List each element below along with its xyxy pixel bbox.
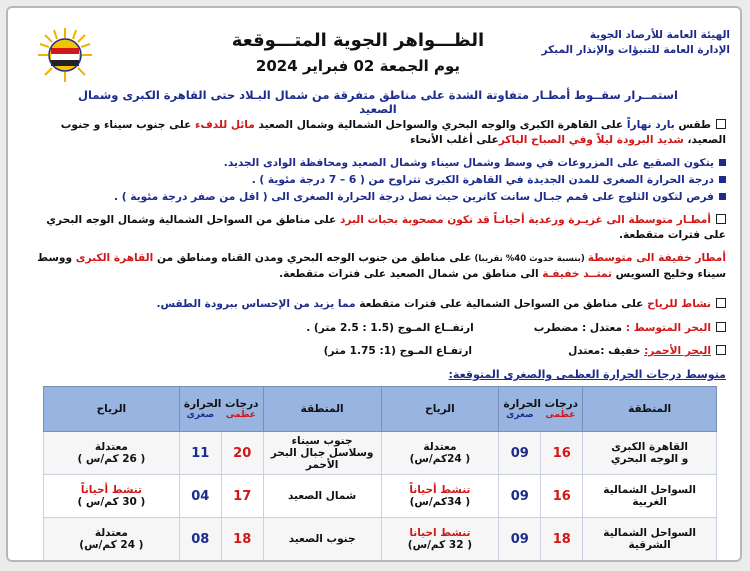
max-temp-cell: 16 bbox=[541, 432, 583, 475]
temperature-table bbox=[43, 386, 717, 561]
wind-cell bbox=[44, 475, 180, 518]
wind-areas: على مناطق من السواحل الشمالية على فترات متقطعة bbox=[355, 298, 648, 310]
light-rain-extends: تمتــد خفيفـة bbox=[542, 268, 612, 280]
wind-state: تنشط أحياناً bbox=[80, 484, 142, 496]
headline: استمــرار سقــوط أمطـار متفاوتة الشدة على مناطق متفرقة من شمال البـلاد حتى القاهرة الكبرى وشمال الصعيد bbox=[77, 88, 679, 116]
weather-text-c: على القاهرة الكبرى والوجه البحري والسواحل الشمالية وشمال الصعيد bbox=[254, 119, 627, 131]
frost-item bbox=[26, 156, 726, 171]
max-temp-cell: 18 bbox=[221, 518, 263, 561]
weather-text-g: على أغلب الأنحاء bbox=[410, 134, 499, 146]
header-wind: الرياح bbox=[381, 387, 499, 432]
header-max-2: عظمى bbox=[225, 410, 256, 420]
bullet-icon bbox=[719, 176, 726, 183]
light-rain-text: أمطار خفيفة الى متوسطة bbox=[587, 252, 726, 264]
org-name: الهيئة العامة للأرصاد الجوية bbox=[589, 29, 730, 41]
header-min: صغرى bbox=[506, 410, 534, 420]
bulletin-frame bbox=[6, 6, 742, 562]
header-min-2: صغرى bbox=[186, 410, 215, 420]
heavy-rain-text: أمطـار متوسطة الى غزيـرة ورعدية أحيانـاً قد تكون مصحوبة بحبات البرد bbox=[339, 214, 711, 226]
wind-cell bbox=[44, 432, 180, 475]
min-temp-cell: 09 bbox=[499, 518, 541, 561]
wind-speed: ( 24كم/س) bbox=[409, 453, 471, 465]
region-cell: القاهرة الكبرى و الوجه البحري bbox=[583, 432, 717, 475]
wind-cell bbox=[381, 432, 499, 475]
wind-cell bbox=[381, 475, 499, 518]
light-rain-cairo: القاهرة الكبرى bbox=[75, 252, 154, 264]
header-temperatures-2 bbox=[179, 387, 263, 432]
mediterranean-waves: ارتفــاع المـوج (1.5 : 2.5 متر) . bbox=[306, 322, 474, 334]
table-caption: متوسط درجات الحرارة العظمى والصغرى المتوقعة: bbox=[448, 368, 726, 381]
table-row bbox=[44, 475, 717, 518]
region-cell: شمال الصعيد bbox=[263, 475, 381, 518]
max-temp-cell: 17 bbox=[221, 475, 263, 518]
header-temp-label: درجات الحرارة bbox=[503, 398, 579, 410]
region-cell: السواحل الشمالية الشرقية bbox=[583, 518, 717, 561]
checkbox-icon bbox=[716, 298, 726, 308]
wind-state: تنشط احيانا bbox=[409, 527, 471, 539]
rain-probability: (بنسبة حدوث 40% تقريبا) bbox=[471, 254, 588, 264]
min-temp-item bbox=[26, 173, 726, 188]
min-temp-cell: 04 bbox=[179, 475, 221, 518]
wind-item bbox=[26, 297, 726, 312]
bullet-icon bbox=[719, 159, 726, 166]
wind-speed: ( 32 كم/س) bbox=[407, 539, 473, 551]
meteorology-logo-icon bbox=[36, 26, 94, 84]
wind-cell bbox=[381, 518, 499, 561]
weather-text-a: طقس bbox=[674, 119, 711, 131]
frost-text: يتكون الصقيع على المزروعات في وسط وشمال سيناء وشمال الصعيد ومحافظة الوادى الجديد. bbox=[223, 157, 714, 169]
light-rain-item bbox=[26, 251, 726, 282]
table-row bbox=[44, 432, 717, 475]
wind-state: تنشط أحياناً bbox=[409, 484, 471, 496]
wind-state: معتدلة bbox=[94, 441, 128, 453]
min-temp-text: درجة الحرارة الصغرى للمدن الجديدة في القاهرة الكبرى تتراوح من ( 6 – 7 درجة مئوية ) . bbox=[251, 174, 714, 186]
page-title: الظـــواهر الجوية المتـــوقعة bbox=[231, 30, 485, 51]
weather-text-b: بارد نهاراً bbox=[626, 119, 675, 131]
min-temp-cell: 11 bbox=[179, 432, 221, 475]
wind-state: معتدلة bbox=[94, 527, 128, 539]
forecast-date: يوم الجمعة 02 فبراير 2024 bbox=[255, 57, 461, 75]
region-cell: جنوب الصعيد bbox=[263, 518, 381, 561]
mediterranean-state: معتدل : مضطرب bbox=[533, 322, 626, 334]
wind-state: معتدلة bbox=[423, 441, 457, 453]
heavy-rain-areas: على مناطق من السواحل الشمالية وشمال الوجه البحري على فترات متقطعة. bbox=[46, 214, 726, 241]
mediterranean-label: البحر المتوسط : bbox=[625, 322, 711, 334]
wind-speed: ( 30 كم/س ) bbox=[77, 496, 146, 508]
heavy-rain-item bbox=[26, 213, 726, 243]
wind-speed: ( 26 كم/س ) bbox=[77, 453, 146, 465]
snow-item bbox=[26, 190, 726, 205]
wind-speed: ( 34كم/س) bbox=[409, 496, 471, 508]
min-temp-cell: 08 bbox=[179, 518, 221, 561]
light-rain-south: الى مناطق من شمال الصعيد على فترات متقطعة. bbox=[279, 268, 543, 280]
weather-text-d: مائل للدفء bbox=[195, 119, 255, 131]
wind-text: نشاط للرياح bbox=[647, 298, 711, 310]
checkbox-icon bbox=[716, 119, 726, 129]
header-max: عظمى bbox=[545, 410, 576, 420]
region-cell: جنوب سيناء وسلاسل جبال البحر الأحمر bbox=[263, 432, 381, 475]
table-row bbox=[44, 518, 717, 561]
red-sea-label: البحر الأحمر: bbox=[644, 345, 711, 357]
header-region-2: المنطقة bbox=[263, 387, 381, 432]
checkbox-icon bbox=[716, 345, 726, 355]
header-temperatures bbox=[499, 387, 583, 432]
light-rain-areas: على مناطق من جنوب الوجه البحري ومدن القناه ومناطق من bbox=[153, 252, 472, 264]
max-temp-cell: 18 bbox=[541, 518, 583, 561]
checkbox-icon bbox=[716, 322, 726, 332]
weather-text-e: على جنوب سيناء و جنوب الصعيد، bbox=[60, 119, 726, 146]
org-department: الإدارة العامة للتنبؤات والإنذار المبكر bbox=[541, 44, 730, 56]
header-region: المنطقة bbox=[583, 387, 717, 432]
red-sea-item bbox=[26, 344, 726, 359]
min-temp-cell: 09 bbox=[499, 475, 541, 518]
snow-text: فرص لتكون الثلوج على قمم جبـال سانت كاترين حيث تصل درجة الحرارة الصغرى الى ( اقل من صفر درجة مئوية ) . bbox=[113, 191, 714, 203]
header-wind-2: الرياح bbox=[44, 387, 180, 432]
max-temp-cell: 20 bbox=[221, 432, 263, 475]
max-temp-cell: 16 bbox=[541, 475, 583, 518]
bullet-icon bbox=[719, 193, 726, 200]
cold-weather-item bbox=[26, 118, 726, 148]
red-sea-waves: ارتفـاع المـوج (1: 1.75 متر) bbox=[323, 345, 473, 357]
wind-cell bbox=[44, 518, 180, 561]
mediterranean-item bbox=[26, 321, 726, 336]
table-header-row bbox=[44, 387, 717, 432]
org-header bbox=[542, 28, 730, 58]
header-temp-label-2: درجات الحرارة bbox=[183, 398, 259, 410]
wind-speed: ( 24 كم/س) bbox=[79, 539, 144, 551]
weather-text-f: شديد البرودة ليلاً وفي الصباح الباكر bbox=[498, 134, 684, 146]
min-temp-cell: 09 bbox=[499, 432, 541, 475]
checkbox-icon bbox=[716, 214, 726, 224]
wind-effect: مما يزيد من الإحساس ببرودة الطقس. bbox=[156, 298, 356, 310]
region-cell: السواحل الشمالية الغربية bbox=[583, 475, 717, 518]
red-sea-state: خفيف :معتدل bbox=[568, 345, 645, 357]
light-rain-sinai: ووسط سيناء وخليج السويس bbox=[37, 252, 726, 280]
